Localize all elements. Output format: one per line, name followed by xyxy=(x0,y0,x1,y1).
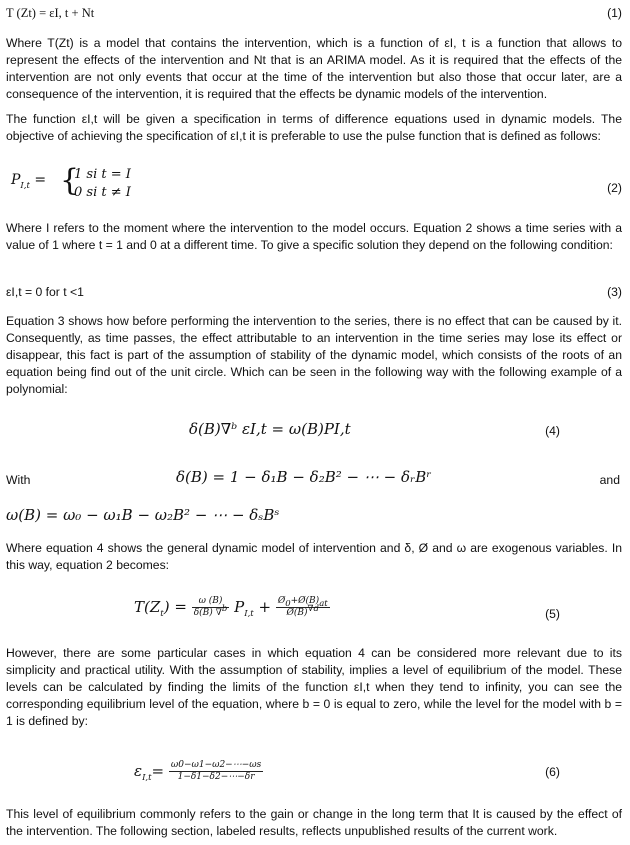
equation-4 xyxy=(6,421,622,445)
piecewise-case-2: 0 si t ≠ I xyxy=(74,185,131,200)
with-line xyxy=(6,469,622,491)
equation-3 xyxy=(6,284,622,304)
equation-2-formula: $P_{I,t}$ = xyxy=(11,172,47,191)
paragraph-2 xyxy=(6,111,622,145)
piecewise-brace: { xyxy=(60,163,80,198)
paragraph-1-text: Where T(Zt) is a model that contains the intervention, which is a function of εI, t is a function that allows to represent the effects of the intervention and Nt that is an ARIMA model. As it is required that the effects of the intervention are not only events that occur at the time of the intervention but also those that occur later, are a consequence of the intervention, it is required that the effects be dynamic models of the intervention. xyxy=(6,36,622,101)
equation-1 xyxy=(6,5,622,25)
paragraph-7-text: This level of equilibrium commonly refers to the gain or change in the long term that It is caused by the effect of the intervention. The following section, labeled results, reflects unpublished results of the current work. xyxy=(6,807,622,838)
paragraph-1 xyxy=(6,35,622,103)
equation-6-fraction: $\frac{\omega 0-\omega 1-\omega 2-\cdots-\omega s}{1-\delta 1-\delta 2-\cdots-\delta r}$ xyxy=(170,760,262,782)
omega-polynomial: ω(B) = ω₀ − ω₁B − ω₂B² − ⋯ − δₛBˢ xyxy=(6,506,280,524)
equation-3-number: (3) xyxy=(607,285,622,299)
with-label: With xyxy=(6,473,31,487)
paragraph-5-text: Where equation 4 shows the general dynamic model of intervention and δ, Ø and ω are exogenous variables. In this way, equation 2 becomes: xyxy=(6,541,622,572)
paragraph-7 xyxy=(6,806,622,840)
paragraph-4 xyxy=(6,313,622,398)
equation-6-number: (6) xyxy=(545,765,560,779)
equation-6-formula: $\varepsilon_{I,t}=$ $\frac{\omega 0-\omega 1-\omega 2-\cdots-\omega s}{1-\delta 1-\delta 2-\cdots-\delta r}$ xyxy=(134,760,262,783)
equation-5 xyxy=(6,594,622,632)
equation-2 xyxy=(6,164,622,208)
equation-4-number: (4) xyxy=(545,424,560,438)
paragraph-6 xyxy=(6,645,622,730)
pulse-subscript: I,t xyxy=(20,180,30,191)
equation-3-formula: εI,t = 0 for t <1 xyxy=(6,285,84,299)
equation-2-number: (2) xyxy=(607,181,622,195)
equation-6 xyxy=(6,760,622,790)
paragraph-2-text: The function εI,t will be given a specification in terms of difference equations used in dynamic models. The objective of achieving the specification of εI,t it is preferable to use the pulse function that is defined as follows: xyxy=(6,112,622,143)
and-label: and xyxy=(599,473,620,487)
equation-5-fraction-1: $\frac{\omega (B)}{\delta(B) \nabla^b}$ xyxy=(193,596,228,618)
equation-5-fraction-2: $\frac{Ø_0+Ø(B)_{at}}{Ø(B)^{\nabla d}}$ xyxy=(277,596,328,618)
pulse-symbol: P xyxy=(11,172,21,188)
paragraph-6-text: However, there are some particular cases in which equation 4 can be considered more relevant due to its simplicity and practical utility. With the assumption of stability, implies a level of equilibrium of the model. These levels can be calculated by finding the limits of the function εI,t when they tend to infinity, you can see the corresponding equilibrium level of the equation, where b = 0 is equal to zero, while the level for the model with b = 1 is defined by: xyxy=(6,646,622,728)
equation-5-formula: $T(Z_t)$ = $\frac{\omega (B)}{\delta(B) \nabla^b}$ $P_{I,t}$ + $\frac{Ø_0+Ø(B)_{at}}{Ø(B)^{\nabla d}}$ xyxy=(134,596,328,619)
piecewise-case-1: 1 si t = I xyxy=(74,167,131,182)
paragraph-5 xyxy=(6,540,622,574)
paragraph-3 xyxy=(6,220,622,254)
piecewise-cases xyxy=(74,166,131,202)
delta-polynomial: δ(B) = 1 − δ₁B − δ₂B² − ⋯ − δᵣBʳ xyxy=(176,468,432,486)
paragraph-4-text: Equation 3 shows how before performing the intervention to the series, there is no effect that can be caused by it. Consequently, as time passes, the effect attributable to an intervention in the time series may lose its effect or disappear, this fact is part of the assumption of stability of the dynamic model, which consists of the roots of an equation being find out of the unit circle. Which can be seen in the following way with the following example of a polynomial: xyxy=(6,314,622,396)
equation-1-formula: T (Zt) = εI, t + Nt xyxy=(6,6,95,20)
omega-line xyxy=(6,507,622,529)
paragraph-3-text: Where I refers to the moment where the intervention to the model occurs. Equation 2 shows a time series with a value of 1 where t = 1 and 0 at a different time. To give a specific solution they depend on the following condition: xyxy=(6,221,622,252)
equation-4-formula: δ(B)∇ᵇ εI,t = ω(B)PI,t xyxy=(189,420,351,438)
equation-5-number: (5) xyxy=(545,607,560,621)
equation-1-number: (1) xyxy=(607,6,622,20)
